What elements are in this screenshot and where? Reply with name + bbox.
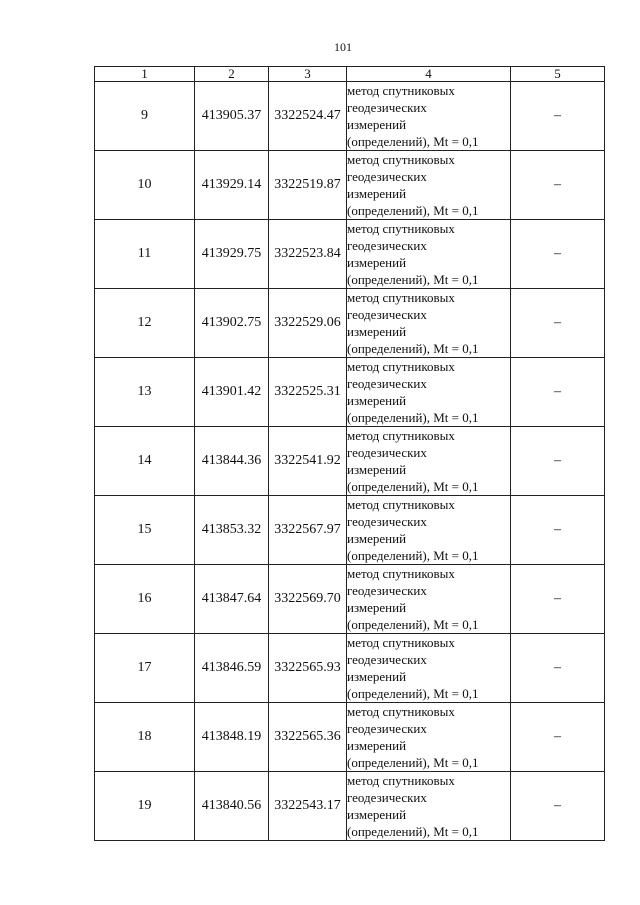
table-row (95, 289, 605, 358)
x-coordinate: 413840.56 (201, 798, 262, 813)
method-line-4: (определений), Mt = 0,1 (347, 341, 479, 356)
note-value: – (554, 729, 561, 744)
method-line-2: геодезических (347, 238, 427, 253)
note-cell (511, 358, 605, 427)
method-line-4: (определений), Mt = 0,1 (347, 824, 479, 839)
method-line-1: метод спутниковых (347, 428, 455, 443)
y-coordinate-cell (269, 82, 347, 151)
x-coordinate: 413853.32 (201, 522, 262, 537)
method-line-1: метод спутниковых (347, 704, 455, 719)
method-line-2: геодезических (347, 376, 427, 391)
method-line-1: метод спутниковых (347, 221, 455, 236)
method-line-4: (определений), Mt = 0,1 (347, 272, 479, 287)
method-line-4: (определений), Mt = 0,1 (347, 203, 479, 218)
point-number-cell (95, 565, 195, 634)
page-number: 101 (334, 40, 352, 54)
method-line-4: (определений), Mt = 0,1 (347, 479, 479, 494)
method-line-2: геодезических (347, 307, 427, 322)
method-line-3: измерений (347, 393, 407, 408)
table-row (95, 220, 605, 289)
x-coordinate-cell (195, 151, 269, 220)
x-coordinate-cell (195, 289, 269, 358)
note-value: – (554, 660, 561, 675)
note-value: – (554, 246, 561, 261)
x-coordinate: 413848.19 (201, 729, 262, 744)
x-coordinate-cell (195, 565, 269, 634)
x-coordinate-cell (195, 634, 269, 703)
note-value: – (554, 591, 561, 606)
method-line-2: геодезических (347, 445, 427, 460)
header-col-4: 4 (347, 67, 511, 82)
method-line-3: измерений (347, 600, 407, 615)
method-line-3: измерений (347, 669, 407, 684)
method-cell (347, 427, 511, 496)
point-number-cell (95, 634, 195, 703)
point-number: 16 (137, 591, 152, 606)
table-row (95, 427, 605, 496)
note-value: – (554, 798, 561, 813)
point-number: 18 (137, 729, 152, 744)
point-number-cell (95, 82, 195, 151)
note-cell (511, 427, 605, 496)
y-coordinate-cell (269, 289, 347, 358)
x-coordinate: 413905.37 (201, 108, 262, 123)
x-coordinate-cell (195, 82, 269, 151)
note-cell (511, 82, 605, 151)
method-cell (347, 358, 511, 427)
method-cell (347, 772, 511, 841)
note-value: – (554, 108, 561, 123)
method-line-4: (определений), Mt = 0,1 (347, 134, 479, 149)
method-line-1: метод спутниковых (347, 152, 455, 167)
x-coordinate: 413844.36 (201, 453, 262, 468)
method-line-3: измерений (347, 462, 407, 477)
point-number: 12 (137, 315, 152, 330)
point-number: 19 (137, 798, 152, 813)
method-cell (347, 634, 511, 703)
note-cell (511, 634, 605, 703)
y-coordinate-cell (269, 496, 347, 565)
header-col-1: 1 (95, 67, 195, 82)
x-coordinate: 413902.75 (201, 315, 262, 330)
method-line-3: измерений (347, 255, 407, 270)
method-line-1: метод спутниковых (347, 290, 455, 305)
method-line-1: метод спутниковых (347, 359, 455, 374)
method-line-3: измерений (347, 738, 407, 753)
table-row (95, 496, 605, 565)
method-line-2: геодезических (347, 583, 427, 598)
method-line-2: геодезических (347, 652, 427, 667)
point-number: 15 (137, 522, 152, 537)
coordinates-table (94, 66, 605, 841)
method-line-4: (определений), Mt = 0,1 (347, 755, 479, 770)
header-col-2: 2 (195, 67, 269, 82)
y-coordinate: 3322523.84 (274, 246, 341, 261)
y-coordinate: 3322525.31 (274, 384, 341, 399)
table-row (95, 358, 605, 427)
point-number-cell (95, 220, 195, 289)
note-cell (511, 496, 605, 565)
y-coordinate: 3322541.92 (274, 453, 341, 468)
table-header (95, 67, 605, 82)
method-cell (347, 703, 511, 772)
method-cell (347, 220, 511, 289)
table-body (95, 82, 605, 841)
x-coordinate: 413847.64 (201, 591, 262, 606)
y-coordinate: 3322524.47 (274, 108, 341, 123)
y-coordinate-cell (269, 151, 347, 220)
method-line-2: геодезических (347, 514, 427, 529)
method-line-3: измерений (347, 117, 407, 132)
note-cell (511, 703, 605, 772)
y-coordinate: 3322565.36 (274, 729, 341, 744)
y-coordinate: 3322529.06 (274, 315, 341, 330)
point-number: 17 (137, 660, 152, 675)
header-col-5: 5 (511, 67, 605, 82)
note-value: – (554, 384, 561, 399)
point-number: 9 (141, 108, 148, 123)
x-coordinate: 413846.59 (201, 660, 262, 675)
point-number-cell (95, 358, 195, 427)
y-coordinate: 3322519.87 (274, 177, 341, 192)
method-line-3: измерений (347, 186, 407, 201)
x-coordinate-cell (195, 772, 269, 841)
method-line-1: метод спутниковых (347, 635, 455, 650)
y-coordinate-cell (269, 565, 347, 634)
method-line-4: (определений), Mt = 0,1 (347, 617, 479, 632)
table-row (95, 565, 605, 634)
method-line-3: измерений (347, 807, 407, 822)
y-coordinate-cell (269, 703, 347, 772)
method-line-3: измерений (347, 324, 407, 339)
method-cell (347, 82, 511, 151)
note-cell (511, 772, 605, 841)
method-line-4: (определений), Mt = 0,1 (347, 548, 479, 563)
header-row (95, 67, 605, 82)
header-col-3: 3 (269, 67, 347, 82)
method-line-2: геодезических (347, 169, 427, 184)
y-coordinate: 3322569.70 (274, 591, 341, 606)
table-row (95, 634, 605, 703)
point-number: 10 (137, 177, 152, 192)
point-number: 14 (137, 453, 152, 468)
point-number-cell (95, 496, 195, 565)
table-row (95, 82, 605, 151)
note-value: – (554, 522, 561, 537)
method-line-1: метод спутниковых (347, 83, 455, 98)
x-coordinate-cell (195, 427, 269, 496)
method-cell (347, 151, 511, 220)
point-number: 11 (137, 246, 152, 261)
x-coordinate-cell (195, 220, 269, 289)
method-cell (347, 496, 511, 565)
method-line-2: геодезических (347, 721, 427, 736)
note-cell (511, 151, 605, 220)
point-number-cell (95, 703, 195, 772)
point-number-cell (95, 289, 195, 358)
method-line-2: геодезических (347, 100, 427, 115)
method-line-3: измерений (347, 531, 407, 546)
x-coordinate: 413901.42 (201, 384, 262, 399)
point-number-cell (95, 427, 195, 496)
x-coordinate-cell (195, 358, 269, 427)
x-coordinate-cell (195, 496, 269, 565)
method-line-4: (определений), Mt = 0,1 (347, 686, 479, 701)
y-coordinate: 3322543.17 (274, 798, 341, 813)
method-line-1: метод спутниковых (347, 566, 455, 581)
y-coordinate-cell (269, 220, 347, 289)
table-row (95, 703, 605, 772)
method-line-1: метод спутниковых (347, 497, 455, 512)
x-coordinate: 413929.75 (201, 246, 262, 261)
x-coordinate-cell (195, 703, 269, 772)
method-line-2: геодезических (347, 790, 427, 805)
method-line-4: (определений), Mt = 0,1 (347, 410, 479, 425)
note-cell (511, 220, 605, 289)
point-number-cell (95, 151, 195, 220)
table-row (95, 772, 605, 841)
point-number-cell (95, 772, 195, 841)
note-value: – (554, 177, 561, 192)
y-coordinate: 3322565.93 (274, 660, 341, 675)
method-cell (347, 289, 511, 358)
method-line-1: метод спутниковых (347, 773, 455, 788)
point-number: 13 (137, 384, 152, 399)
x-coordinate: 413929.14 (201, 177, 262, 192)
y-coordinate-cell (269, 634, 347, 703)
y-coordinate-cell (269, 358, 347, 427)
note-cell (511, 289, 605, 358)
note-cell (511, 565, 605, 634)
table-row (95, 151, 605, 220)
y-coordinate: 3322567.97 (274, 522, 341, 537)
note-value: – (554, 315, 561, 330)
y-coordinate-cell (269, 427, 347, 496)
method-cell (347, 565, 511, 634)
note-value: – (554, 453, 561, 468)
y-coordinate-cell (269, 772, 347, 841)
